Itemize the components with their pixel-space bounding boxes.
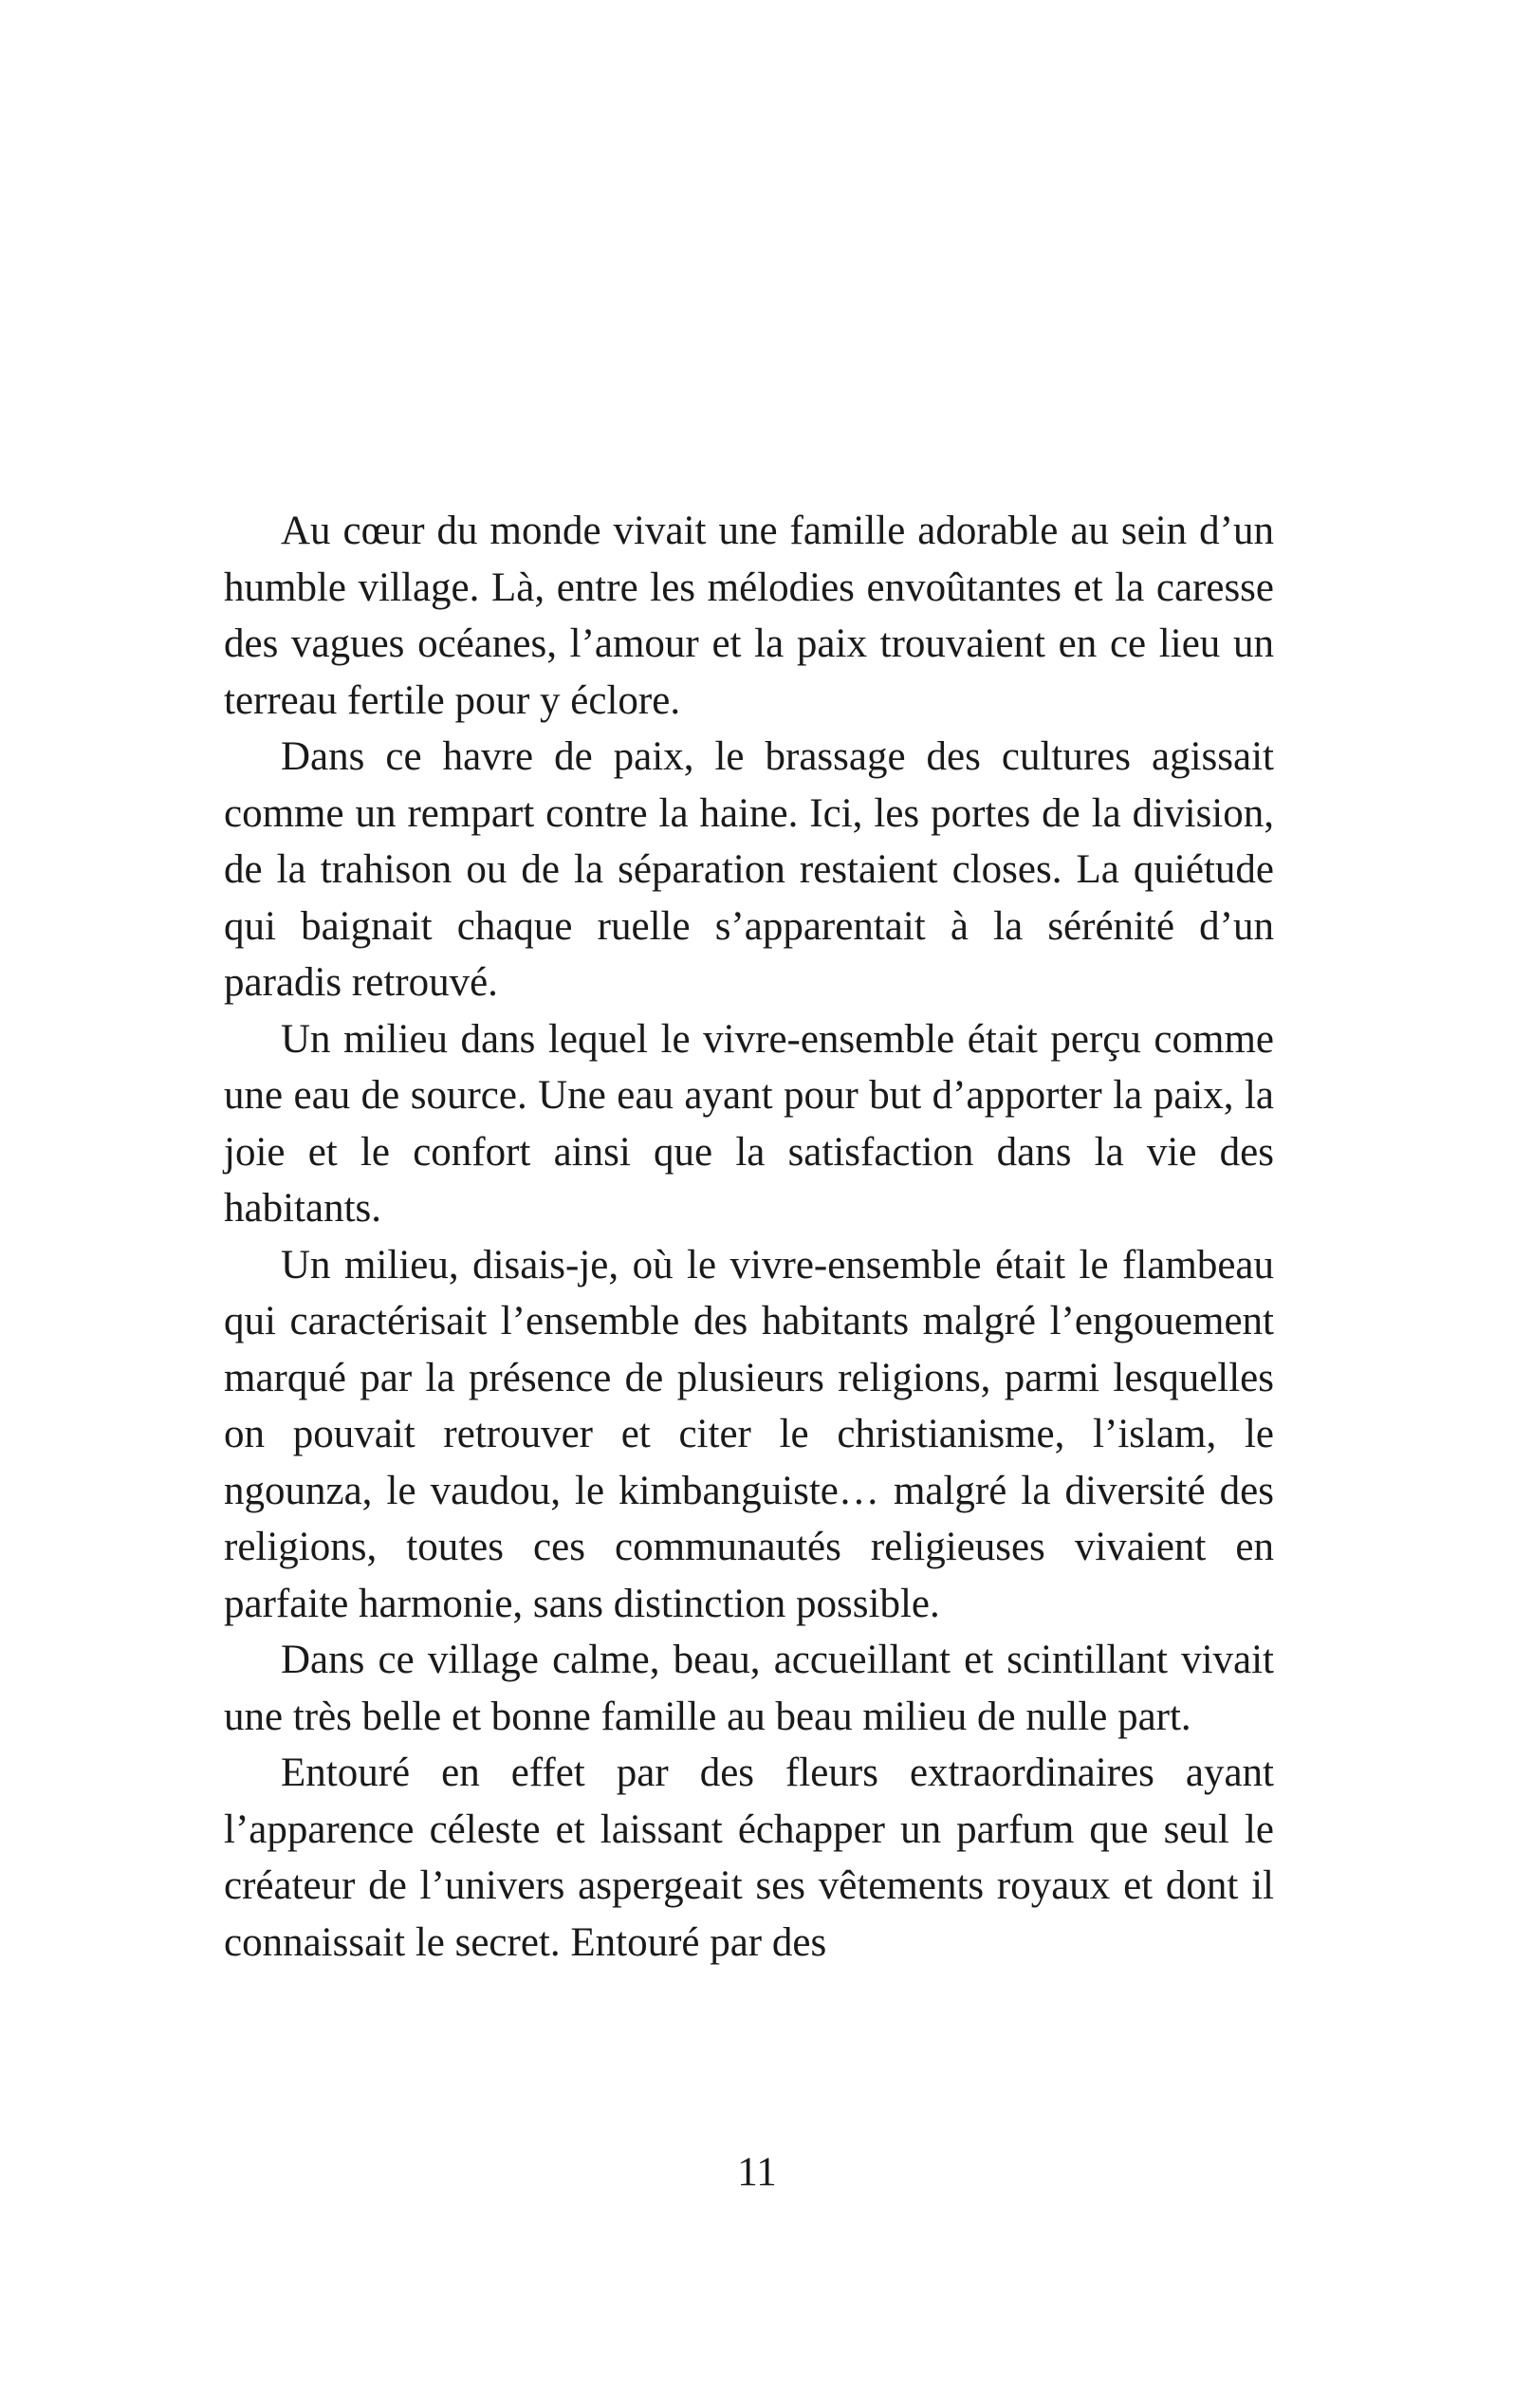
body-text <box>224 503 1274 1971</box>
paragraph-1: Au cœur du monde vivait une famille adorable au sein d’un humble village. Là, entre les mélodies envoûtantes et la caresse des vagues océanes, l’amour et la paix trouvaient en ce lieu un terreau fertile pour y éclore. <box>224 509 1274 723</box>
paragraph-6: Entouré en effet par des fleurs extraordinaires ayant l’apparence céleste et laissant échapper un parfum que seul le créateur de l’univers aspergeait ses vêtements royaux et dont il connaissait le secret. Entouré par des <box>224 1750 1274 1965</box>
paragraph-4: Un milieu, disais-je, où le vivre-ensemble était le flambeau qui caractérisait l’ensemble des habitants malgré l’engouement marqué par la présence de plusieurs religions, parmi lesquelles on pouvait retrouver et citer le christianisme, l’islam, le ngounza, le vaudou, le kimbanguiste… malgré la diversité des religions, toutes ces communautés religieuses vivaient en parfaite harmonie, sans distinction possible. <box>224 1242 1274 1626</box>
paragraph-5: Dans ce village calme, beau, accueillant et scintillant vivait une très belle et bonne famille au beau milieu de nulle part. <box>224 1638 1274 1739</box>
page-number: 11 <box>737 2150 777 2195</box>
paragraph-2: Dans ce havre de paix, le brassage des cultures agissait comme un rempart contre la haine. Ici, les portes de la division, de la trahison ou de la séparation restaient closes. La quiétude qui baignait chaque ruelle s’apparentait à la sérénité d’un paradis retrouvé. <box>224 734 1274 1005</box>
paragraph-3: Un milieu dans lequel le vivre-ensemble était perçu comme une eau de source. Une eau ayant pour but d’apporter la paix, la joie et le confort ainsi que la satisfaction dans la vie des habitants. <box>224 1016 1274 1231</box>
